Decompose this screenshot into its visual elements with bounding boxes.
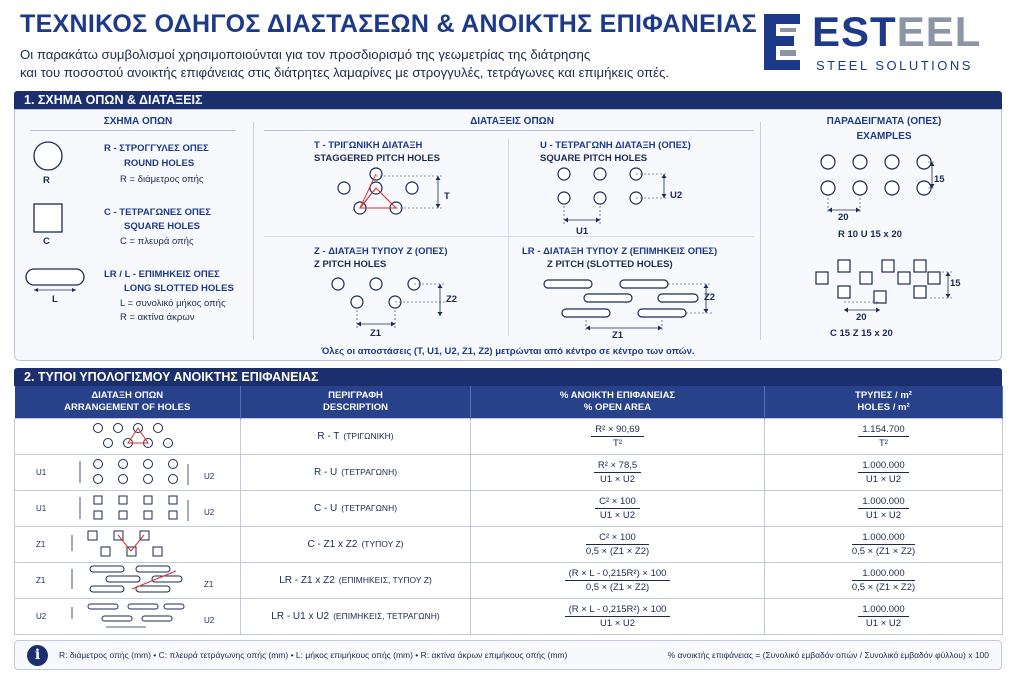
row-dim-left: U1: [35, 503, 46, 513]
examples-heading: ΠΑΡΑΔΕΙΓΜΑΤΑ (ΟΠΕΣ): [826, 116, 942, 127]
staggered-pitch-diagram: [330, 166, 460, 226]
open-area-numerator: R² × 90,69: [591, 424, 644, 437]
example-square-dim-h: 20: [856, 312, 867, 323]
row-arrangement-sketch: [28, 599, 228, 631]
subtitle-line-1: Οι παρακάτω συμβολισμοί χρησιμοποιούνται για τον προσδιορισμό της γεωμετρίας της διάτρησης: [20, 47, 591, 62]
row-code: C - U: [313, 502, 338, 514]
page-title: ΤΕΧΝΙΚΟΣ ΟΔΗΓΟΣ ΔΙΑΣΤΑΣΕΩΝ & ΑΝΟΙΚΤΗΣ ΕΠΙΦΑΝΕΙΑΣ: [20, 10, 757, 38]
row-description-cell: [241, 454, 471, 490]
row-holes-cell: [765, 490, 1003, 526]
row-arrangement-cell: [15, 526, 241, 562]
subtitle-line-2: και του ποσοστού ανοικτής επιφάνειας στις διάτρητες λαμαρίνες με στρογγυλές, τετράγωνες και επιμήκεις οπές.: [20, 65, 669, 80]
arr-lr-sub: Z PITCH (SLOTTED HOLES): [547, 259, 673, 270]
legend-symbols: R: διάμετρος οπής (mm) • C: πλευρά τετράγωνης οπής (mm) • L: μήκος επιμήκους οπής (mm) • R: ακτίνα άκρων επιμήκους οπής (mm): [59, 650, 568, 660]
shapes-heading: ΣΧΗΜΑ ΟΠΩΝ: [103, 116, 173, 127]
row-arrangement-sketch: [28, 563, 228, 595]
table-row: [15, 454, 1003, 490]
shape-slotted-title: LR / L - ΕΠΙΜΗΚΕΙΣ ΟΠΕΣ: [104, 269, 220, 280]
shape-letter-l: L: [52, 294, 58, 305]
arr-u-sub: SQUARE PITCH HOLES: [540, 153, 648, 164]
open-area-denominator: T²: [613, 437, 622, 449]
holes-numerator: 1.000.000: [858, 604, 908, 617]
arr-t-sub: STAGGERED PITCH HOLES: [314, 153, 440, 164]
row-dim-left: Z1: [35, 539, 45, 549]
row-dim-left: Z1: [35, 575, 45, 585]
open-area-numerator: C² × 100: [595, 496, 640, 509]
row-holes-cell: [765, 454, 1003, 490]
row-code: R - U: [313, 466, 338, 478]
table-header-row: [15, 386, 1003, 418]
row-desc: (ΤΕΤΡΑΓΩΝΗ): [341, 466, 398, 477]
holes-numerator: 1.000.000: [852, 568, 915, 581]
row-code: LR - Z1 x Z2: [279, 574, 335, 586]
row-dim-left: U1: [35, 467, 46, 477]
row-description-cell: [241, 598, 471, 634]
row-desc: (ΕΠΙΜΗΚΕΙΣ, ΤΕΤΡΑΓΩΝΗ): [333, 610, 440, 621]
arr-u-dim-2: U1: [576, 226, 589, 237]
row-code: C - Z1 x Z2: [307, 538, 358, 550]
row-arrangement-cell: [15, 490, 241, 526]
open-area-numerator: (R × L - 0,215R²) × 100: [565, 604, 671, 617]
arr-t-dim: T: [444, 191, 450, 202]
row-desc: (ΤΡΙΓΩΝΙΚΗ): [343, 430, 394, 441]
z-pitch-diagram: [326, 276, 466, 332]
logo-tagline: STEEL SOLUTIONS: [816, 58, 973, 73]
legend-bar: [14, 640, 1002, 670]
page-subtitle: [20, 46, 740, 82]
row-arrangement-cell: [15, 598, 241, 634]
shape-slotted-def-1: L = συνολικό μήκος οπής: [120, 298, 226, 309]
row-desc: (ΤΥΠΟΥ Z): [361, 538, 404, 549]
arr-z-title: Z - ΔΙΑΤΑΞΗ ΤΥΠΟΥ Z (ΟΠΕΣ): [314, 246, 448, 257]
table-row: [15, 418, 1003, 454]
arr-u-title: U - ΤΕΤΡΑΓΩΝΗ ΔΙΑΤΑΞΗ (ΟΠΕΣ): [540, 140, 691, 151]
holes-numerator: 1.154.700: [858, 424, 908, 437]
table-row: [15, 526, 1003, 562]
shape-square-title: C - ΤΕΤΡΑΓΩΝΕΣ ΟΠΕΣ: [104, 207, 211, 218]
row-holes-cell: [765, 562, 1003, 598]
open-area-numerator: R² × 78,5: [594, 460, 641, 473]
row-dim-right: Z1: [203, 579, 213, 589]
row-arrangement-cell: [15, 562, 241, 598]
row-description-cell: [241, 562, 471, 598]
arrangements-heading: ΔΙΑΤΑΞΕΙΣ ΟΠΩΝ: [470, 116, 554, 127]
shape-round-sub: ROUND HOLES: [124, 158, 195, 169]
shape-letter-r: R: [43, 175, 50, 186]
holes-denominator: U1 × U2: [865, 617, 902, 629]
info-icon: i: [27, 645, 48, 666]
open-area-denominator: 0,5 × (Z1 × Z2): [585, 545, 650, 557]
row-description-cell: [241, 418, 471, 454]
row-arrangement-sketch: [28, 455, 228, 487]
example-round-code: R 10 U 15 x 20: [838, 229, 902, 240]
row-open-area-cell: [471, 418, 765, 454]
square-pitch-diagram: [550, 166, 683, 230]
holes-numerator: 1.000.000: [852, 532, 915, 545]
logo-mark-icon: [760, 12, 804, 72]
col-description: ΠΕΡΙΓΡΑΦΗ DESCRIPTION: [241, 386, 471, 418]
slotted-hole-icon: [24, 266, 88, 296]
holes-denominator: U1 × U2: [865, 509, 902, 521]
section-2-header: 2. ΤΥΠΟΙ ΥΠΟΛΟΓΙΣΜΟΥ ΑΝΟΙΚΤΗΣ ΕΠΙΦΑΝΕΙΑΣ: [14, 368, 1002, 386]
arr-u-dim-1: U2: [670, 190, 683, 201]
measurement-note: Όλες οι αποστάσεις (T, U1, U2, Z1, Z2) μετρώνται από κέντρο σε κέντρο των οπών.: [321, 346, 695, 357]
example-round-diagram: [812, 150, 952, 220]
open-area-numerator: C² × 100: [586, 532, 649, 545]
example-round-dim-v: 15: [934, 174, 945, 185]
shape-square-def: C = πλευρά οπής: [120, 236, 194, 247]
shape-slotted-def-2: R = ακτίνα άκρων: [120, 312, 195, 323]
esteel-logo: [760, 10, 1000, 76]
row-open-area-cell: [471, 454, 765, 490]
open-area-denominator: 0,5 × (Z1 × Z2): [585, 581, 650, 593]
row-desc: (ΕΠΙΜΗΚΕΙΣ, ΤΥΠΟΥ Z): [338, 574, 432, 585]
row-dim-left: U2: [35, 611, 46, 621]
shape-round-title: R - ΣΤΡΟΓΓΥΛΕΣ ΟΠΕΣ: [104, 143, 209, 154]
holes-denominator: U1 × U2: [865, 473, 902, 485]
slotted-z-pitch-diagram: [540, 276, 720, 336]
holes-numerator: 1.000.000: [858, 496, 908, 509]
holes-denominator: 0,5 × (Z1 × Z2): [851, 581, 916, 593]
round-hole-icon: [32, 140, 64, 172]
row-description-cell: [241, 526, 471, 562]
row-dim-right: U2: [203, 471, 214, 481]
square-hole-icon: [32, 202, 64, 234]
arr-z-sub: Z PITCH HOLES: [314, 259, 387, 270]
arr-z-dim-1: Z2: [446, 294, 458, 305]
legend-formula: % ανοικτής επιφάνειας = (Συνολικό εμβαδόν οπών / Συνολικό εμβαδόν φύλλου) x 100: [667, 650, 989, 660]
logo-wordmark: ESTEEL: [812, 8, 982, 55]
arr-lr-title: LR - ΔΙΑΤΑΞΗ ΤΥΠΟΥ Z (ΕΠΙΜΗΚΕΙΣ ΟΠΕΣ): [522, 246, 718, 257]
holes-denominator: T²: [879, 437, 888, 449]
row-holes-cell: [765, 598, 1003, 634]
row-arrangement-sketch: [28, 527, 228, 559]
example-square-code: C 15 Z 15 x 20: [830, 328, 893, 339]
open-area-denominator: U1 × U2: [599, 509, 636, 521]
row-open-area-cell: [471, 526, 765, 562]
col-holes: ΤΡΥΠΕΣ / m² HOLES / m²: [765, 386, 1003, 418]
arr-lr-dim-2: Z1: [612, 330, 624, 341]
row-holes-cell: [765, 526, 1003, 562]
row-arrangement-sketch: [28, 491, 228, 523]
holes-numerator: 1.000.000: [858, 460, 908, 473]
row-desc: (ΤΕΤΡΑΓΩΝΗ): [341, 502, 398, 513]
row-open-area-cell: [471, 598, 765, 634]
row-dim-right: U2: [203, 507, 214, 517]
example-square-diagram: [808, 258, 958, 320]
table-row: [15, 598, 1003, 634]
open-area-numerator: (R × L - 0,215R²) × 100: [565, 568, 671, 581]
table-row: [15, 562, 1003, 598]
shape-square-sub: SQUARE HOLES: [124, 221, 201, 232]
example-square-dim-v: 15: [950, 278, 961, 289]
row-code: LR - U1 x U2: [271, 610, 330, 622]
table-row: [15, 490, 1003, 526]
arr-t-title: T - ΤΡΙΓΩΝΙΚΗ ΔΙΑΤΑΞΗ: [314, 140, 423, 151]
row-dim-right: U2: [203, 615, 214, 625]
row-open-area-cell: [471, 490, 765, 526]
row-arrangement-cell: [15, 418, 241, 454]
holes-denominator: 0,5 × (Z1 × Z2): [851, 545, 916, 557]
row-description-cell: [241, 490, 471, 526]
arr-lr-dim-1: Z2: [704, 292, 716, 303]
section-1-header: 1. ΣΧΗΜΑ ΟΠΩΝ & ΔΙΑΤΑΞΕΙΣ: [14, 91, 1002, 109]
row-code: R - T: [317, 430, 340, 442]
shape-slotted-sub: LONG SLOTTED HOLES: [124, 283, 234, 294]
row-open-area-cell: [471, 562, 765, 598]
arr-z-dim-2: Z1: [370, 328, 382, 339]
row-holes-cell: [765, 418, 1003, 454]
open-area-denominator: U1 × U2: [599, 473, 636, 485]
example-round-dim-h: 20: [838, 212, 849, 223]
row-arrangement-sketch: [28, 419, 228, 451]
col-open-area: % ΑΝΟΙΚΤΗ ΕΠΙΦΑΝΕΙΑΣ % OPEN AREA: [471, 386, 765, 418]
shape-round-def: R = διάμετρος οπής: [120, 174, 204, 185]
row-arrangement-cell: [15, 454, 241, 490]
examples-subheading: EXAMPLES: [856, 131, 912, 142]
shape-letter-c: C: [43, 236, 50, 247]
col-arrangement: ΔΙΑΤΑΞΗ ΟΠΩΝ ARRANGEMENT OF HOLES: [15, 386, 241, 418]
open-area-table: [14, 386, 1003, 635]
open-area-denominator: U1 × U2: [599, 617, 636, 629]
